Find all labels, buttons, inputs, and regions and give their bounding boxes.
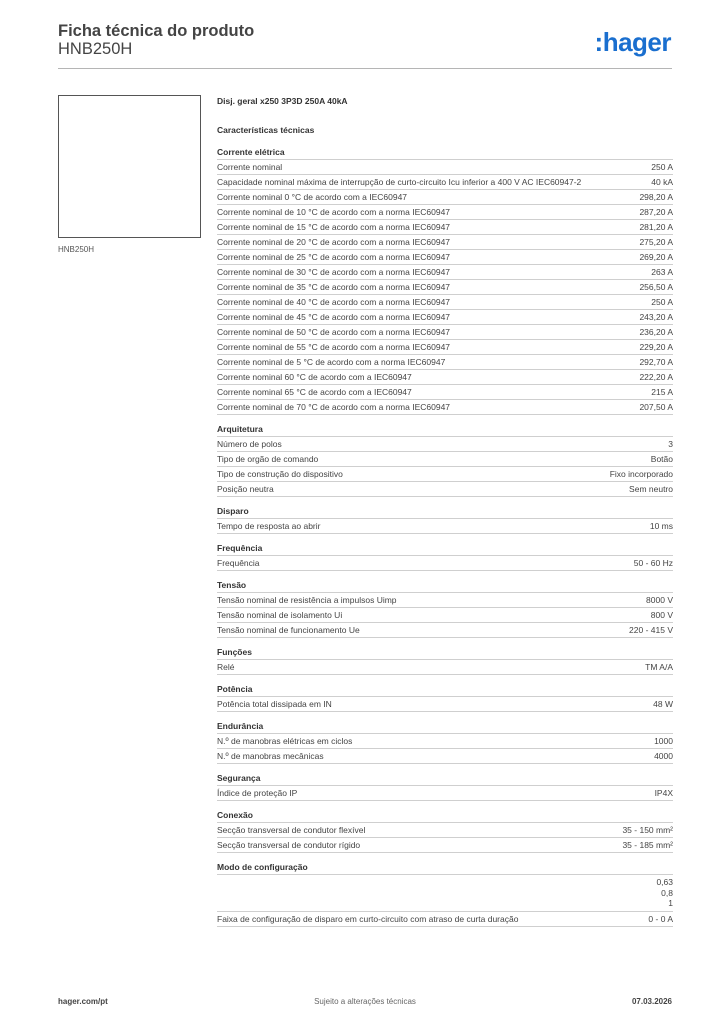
section-title: Arquitetura	[217, 424, 263, 434]
spec-value: 35 - 150 mm²	[622, 825, 673, 835]
spec-value-list	[656, 877, 673, 909]
section-potencia	[217, 684, 673, 712]
spec-row	[217, 219, 673, 234]
characteristics-title: Características técnicas	[217, 125, 315, 135]
spec-label: Tipo de orgão de comando	[217, 454, 319, 464]
spec-rows	[217, 785, 673, 801]
document-title: Ficha técnica do produto	[58, 22, 255, 40]
spec-row	[217, 748, 673, 764]
page-header	[58, 20, 672, 70]
spec-row	[217, 204, 673, 219]
spec-row	[217, 384, 673, 399]
spec-value: 40 kA	[651, 177, 673, 187]
spec-label: Tensão nominal de funcionamento Ue	[217, 625, 360, 635]
footer-note: Sujeito a alterações técnicas	[314, 997, 416, 1006]
spec-row	[217, 785, 673, 801]
spec-row	[217, 174, 673, 189]
spec-value: 236,20 A	[639, 327, 673, 337]
section-disparo	[217, 506, 673, 534]
spec-row	[217, 837, 673, 853]
spec-label: Corrente nominal 0 °C de acordo com a IEC60947	[217, 192, 408, 202]
spec-label: Corrente nominal de 25 °C de acordo com a norma IEC60947	[217, 252, 451, 262]
section-title: Conexão	[217, 810, 253, 820]
spec-row	[217, 399, 673, 415]
spec-row	[217, 696, 673, 712]
footer-date: 07.03.2026	[631, 997, 672, 1006]
spec-row	[217, 466, 673, 481]
spec-row	[217, 733, 673, 748]
spec-value: 222,20 A	[639, 372, 673, 382]
spec-value: 220 - 415 V	[629, 625, 673, 635]
spec-label: Corrente nominal de 30 °C de acordo com a norma IEC60947	[217, 267, 451, 277]
section-frequencia	[217, 543, 673, 571]
spec-value: 269,20 A	[639, 252, 673, 262]
spec-value: 275,20 A	[639, 237, 673, 247]
spec-row	[217, 159, 673, 174]
document-subtitle: HNB250H	[58, 40, 133, 58]
spec-row	[217, 659, 673, 675]
spec-label: Tempo de resposta ao abrir	[217, 521, 321, 531]
hager-logo-icon	[576, 26, 672, 58]
spec-label: Tensão nominal de resistência a impulsos Uimp	[217, 595, 397, 605]
spec-row	[217, 249, 673, 264]
section-title: Segurança	[217, 773, 261, 783]
spec-value: Botão	[650, 454, 673, 464]
spec-row	[217, 555, 673, 571]
spec-label: Tipo de construção do dispositivo	[217, 469, 343, 479]
section-title: Endurância	[217, 721, 264, 731]
spec-row	[217, 264, 673, 279]
section-arquitetura	[217, 424, 673, 497]
spec-rows	[217, 659, 673, 675]
spec-value: 8000 V	[646, 595, 673, 605]
spec-value: 0,8	[661, 887, 673, 898]
spec-row	[217, 234, 673, 249]
spec-label: Corrente nominal	[217, 162, 283, 172]
spec-rows	[217, 592, 673, 638]
spec-value: 292,70 A	[639, 357, 673, 367]
spec-content	[217, 96, 673, 936]
spec-row	[217, 518, 673, 534]
spec-label: Frequência	[217, 558, 260, 568]
footer-website[interactable]: hager.com/pt	[58, 997, 108, 1006]
spec-label: N.º de manobras mecânicas	[217, 751, 324, 761]
spec-label: Corrente nominal de 20 °C de acordo com a norma IEC60947	[217, 237, 451, 247]
spec-row	[217, 309, 673, 324]
spec-label: Corrente nominal 65 °C de acordo com a IEC60947	[217, 387, 412, 397]
spec-label: Secção transversal de condutor flexível	[217, 825, 366, 835]
section-seguranca	[217, 773, 673, 801]
spec-row	[217, 911, 673, 927]
section-title: Funções	[217, 647, 252, 657]
spec-value: 35 - 185 mm²	[622, 840, 673, 850]
spec-value: 4000	[654, 751, 673, 761]
spec-row	[217, 607, 673, 622]
spec-label: Corrente nominal de 5 °C de acordo com a norma IEC60947	[217, 357, 446, 367]
header-divider	[58, 68, 672, 69]
spec-value: 1	[668, 898, 673, 908]
spec-row	[217, 279, 673, 294]
spec-label: Corrente nominal de 35 °C de acordo com a norma IEC60947	[217, 282, 451, 292]
spec-value: 298,20 A	[639, 192, 673, 202]
spec-value: IP4X	[654, 788, 673, 798]
spec-rows	[217, 518, 673, 534]
spec-value: 50 - 60 Hz	[633, 558, 673, 568]
spec-value: TM A/A	[645, 662, 673, 672]
spec-row	[217, 189, 673, 204]
spec-value: 250 A	[651, 297, 673, 307]
spec-rows	[217, 696, 673, 712]
spec-row	[217, 592, 673, 607]
spec-value: 229,20 A	[639, 342, 673, 352]
svg-text::hager: :hager	[594, 27, 671, 57]
spec-value: 243,20 A	[639, 312, 673, 322]
spec-label: Índice de proteção IP	[217, 788, 298, 798]
section-title: Frequência	[217, 543, 263, 553]
spec-value: 207,50 A	[639, 402, 673, 412]
section-corrente	[217, 147, 673, 415]
spec-value: 0 - 0 A	[648, 913, 673, 924]
spec-rows	[217, 159, 673, 415]
spec-rows	[217, 436, 673, 497]
spec-value: Sem neutro	[629, 484, 673, 494]
section-tensao	[217, 580, 673, 638]
spec-label: Corrente nominal de 10 °C de acordo com a norma IEC60947	[217, 207, 451, 217]
spec-value: 263 A	[651, 267, 673, 277]
page-footer	[58, 997, 672, 1011]
spec-value: 250 A	[651, 162, 673, 172]
spec-label: Corrente nominal de 50 °C de acordo com a norma IEC60947	[217, 327, 451, 337]
spec-row	[217, 354, 673, 369]
spec-value: 0,63	[656, 877, 673, 887]
spec-value: Fixo incorporado	[609, 469, 673, 479]
spec-label: Corrente nominal de 70 °C de acordo com a norma IEC60947	[217, 402, 451, 412]
spec-label: Relé	[217, 662, 235, 672]
section-modo	[217, 862, 673, 927]
section-title: Tensão	[217, 580, 247, 590]
spec-label: N.º de manobras elétricas em ciclos	[217, 736, 353, 746]
spec-row-multi-values	[217, 874, 673, 911]
section-title: Modo de configuração	[217, 862, 308, 872]
spec-label: Corrente nominal de 45 °C de acordo com a norma IEC60947	[217, 312, 451, 322]
spec-value: 3	[668, 439, 673, 449]
spec-label: Secção transversal de condutor rígido	[217, 840, 361, 850]
spec-label: Corrente nominal de 55 °C de acordo com a norma IEC60947	[217, 342, 451, 352]
hager-logo	[576, 26, 672, 58]
spec-value: 800 V	[650, 610, 673, 620]
section-conexao	[217, 810, 673, 853]
section-title: Potência	[217, 684, 253, 694]
product-image-placeholder	[58, 95, 201, 238]
spec-label: Número de polos	[217, 439, 282, 449]
spec-label: Potência total dissipada em IN	[217, 699, 332, 709]
spec-rows	[217, 733, 673, 764]
spec-row	[217, 822, 673, 837]
spec-label: Posição neutra	[217, 484, 274, 494]
spec-row	[217, 481, 673, 497]
spec-label: Capacidade nominal máxima de interrupção de curto-circuito Icu inferior a 400 V AC IEC60947-2	[217, 177, 582, 187]
section-title: Corrente elétrica	[217, 147, 285, 157]
product-description: Disj. geral x250 3P3D 250A 40kA	[217, 96, 348, 106]
spec-row	[217, 451, 673, 466]
spec-value: 215 A	[651, 387, 673, 397]
spec-row	[217, 324, 673, 339]
spec-row	[217, 622, 673, 638]
spec-value: 256,50 A	[639, 282, 673, 292]
spec-row	[217, 369, 673, 384]
spec-label: Tensão nominal de isolamento Ui	[217, 610, 343, 620]
spec-value: 287,20 A	[639, 207, 673, 217]
spec-row	[217, 339, 673, 354]
spec-value: 10 ms	[649, 521, 673, 531]
product-image-caption: HNB250H	[58, 245, 95, 254]
spec-label: Faixa de configuração de disparo em curto-circuito com atraso de curta duração	[217, 913, 519, 924]
spec-value: 281,20 A	[639, 222, 673, 232]
spec-value: 1000	[654, 736, 673, 746]
spec-value: 48 W	[653, 699, 673, 709]
spec-row	[217, 436, 673, 451]
spec-label: Corrente nominal 60 °C de acordo com a IEC60947	[217, 372, 412, 382]
spec-row	[217, 294, 673, 309]
spec-rows	[217, 555, 673, 571]
section-endurancia	[217, 721, 673, 764]
spec-label: Corrente nominal de 15 °C de acordo com a norma IEC60947	[217, 222, 451, 232]
spec-label: Corrente nominal de 40 °C de acordo com a norma IEC60947	[217, 297, 451, 307]
section-title: Disparo	[217, 506, 249, 516]
spec-rows	[217, 822, 673, 853]
section-funcoes	[217, 647, 673, 675]
